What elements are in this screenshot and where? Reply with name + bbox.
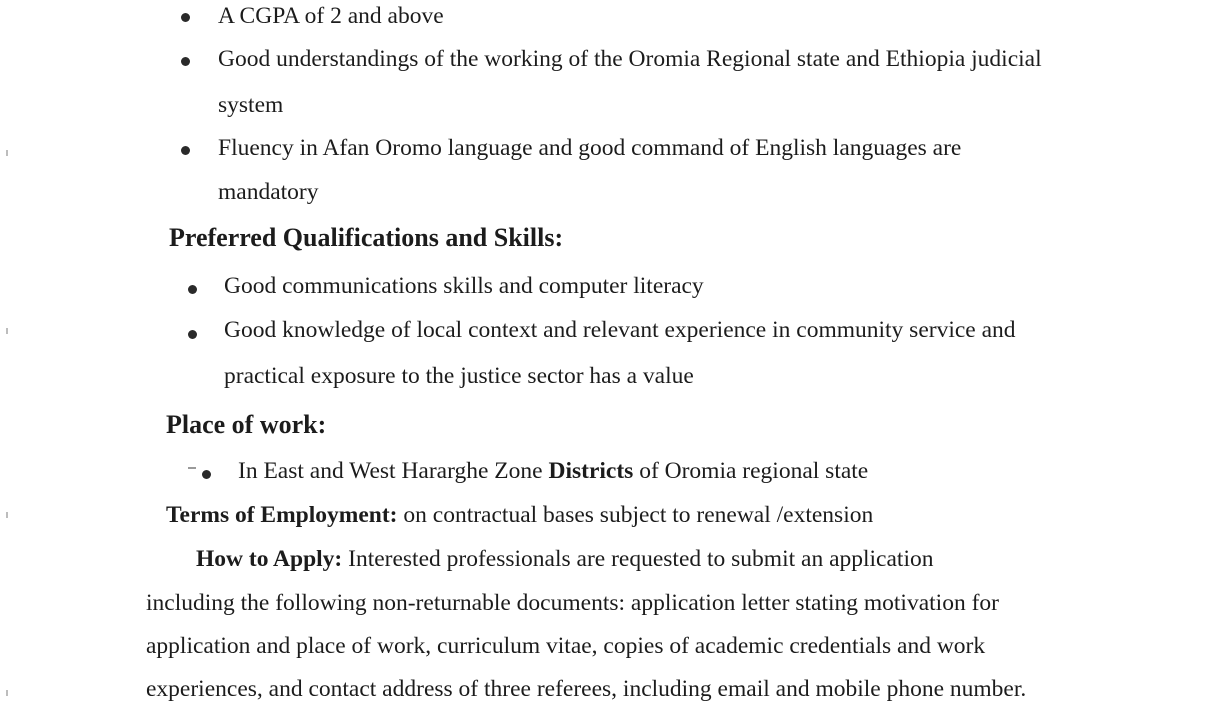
list-item-continuation: mandatory [218,179,319,205]
bullet-icon [188,330,197,339]
list-item: Good knowledge of local context and relevant experience in community service and [224,317,1016,343]
place-item-prefix: In East and West Hararghe Zone [238,458,549,484]
list-item [238,457,868,485]
paragraph-line: including the following non-returnable documents: application letter stating motivation for [146,590,999,616]
list-item-continuation: system [218,92,284,118]
place-item-suffix: of Oromia regional state [633,458,869,484]
scan-dash-mark [188,467,196,469]
terms-label: Terms of Employment: [166,502,398,528]
bullet-icon [202,470,211,479]
paragraph-line: experiences, and contact address of three referees, including email and mobile phone number. [146,676,1027,702]
paragraph-line [196,545,933,573]
scan-margin-mark [6,328,8,334]
paragraph-line: application and place of work, curriculum vitae, copies of academic credentials and work [146,633,986,659]
list-item: A CGPA of 2 and above [218,3,444,29]
scan-margin-mark [6,512,8,518]
how-to-apply-label: How to Apply: [196,546,343,572]
terms-of-employment [166,501,873,529]
section-heading-place-of-work: Place of work: [166,410,327,439]
bullet-icon [181,13,190,22]
place-item-bold: Districts [548,458,634,484]
how-to-apply-text: Interested professionals are requested to submit an application [342,546,934,572]
list-item: Fluency in Afan Oromo language and good command of English languages are [218,135,962,161]
terms-text: on contractual bases subject to renewal /extension [397,502,874,528]
bullet-icon [181,57,190,66]
bullet-icon [188,285,197,294]
list-item: Good understandings of the working of the Oromia Regional state and Ethiopia judicial [218,46,1042,72]
list-item: Good communications skills and computer literacy [224,273,704,299]
section-heading-preferred: Preferred Qualifications and Skills: [169,223,564,252]
scan-margin-mark [6,690,8,696]
scan-margin-mark [6,150,8,156]
list-item-continuation: practical exposure to the justice sector has a value [224,363,694,389]
bullet-icon [181,146,190,155]
